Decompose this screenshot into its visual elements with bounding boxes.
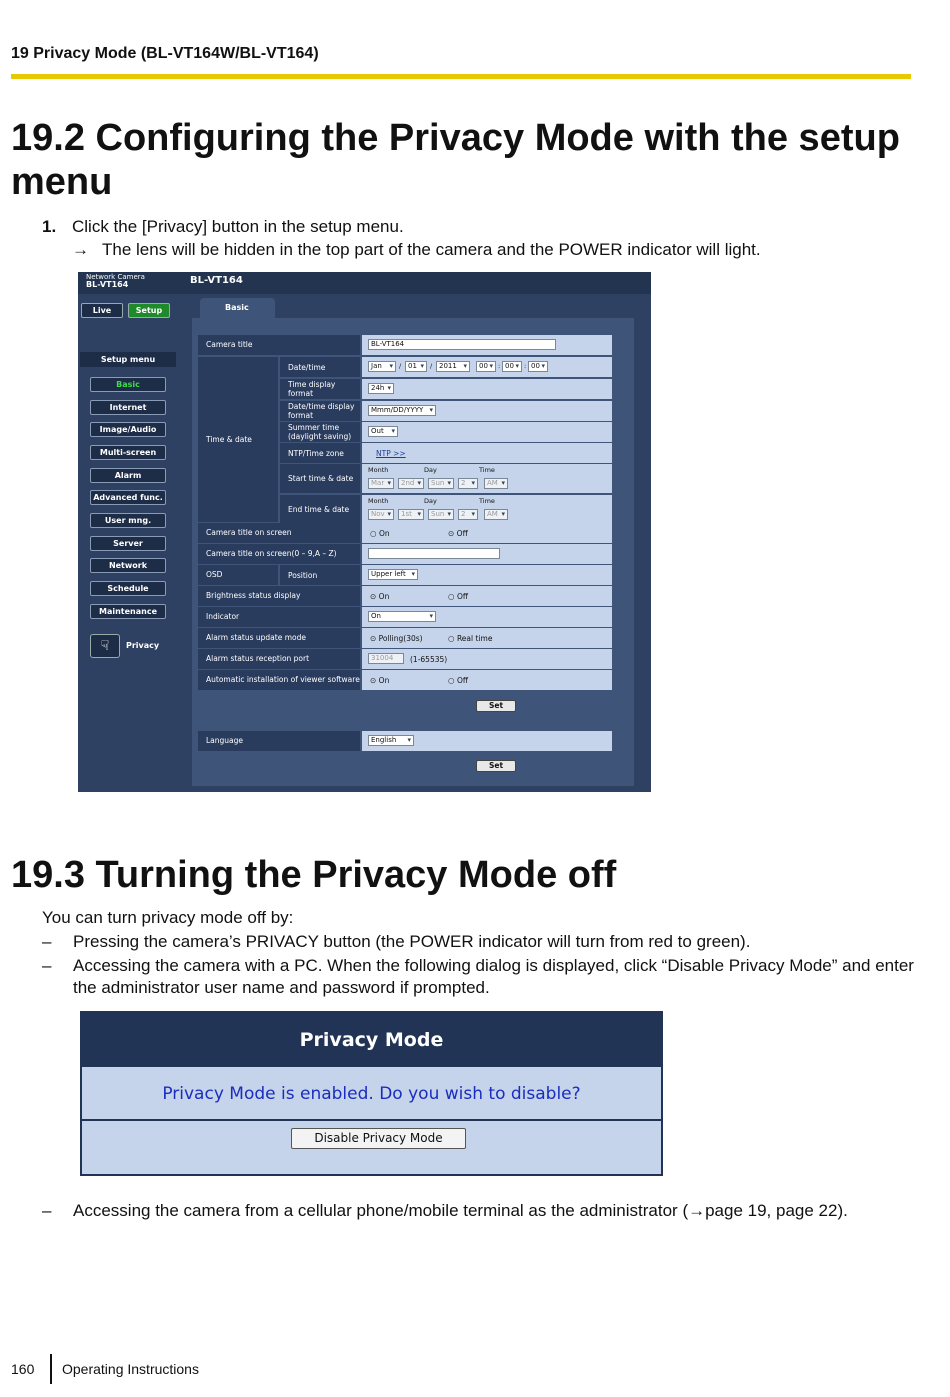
end-week-select[interactable]: 1st ▾ [398,509,424,520]
start-week-select[interactable]: 2nd ▾ [398,478,424,489]
auto-install-on-radio[interactable]: ⊙ On [370,676,390,685]
menu-user-mng-button[interactable]: User mng. [90,513,166,528]
row-indicator [198,607,612,627]
model-label-small: BL-VT164 [86,280,129,289]
model-label-big: BL-VT164 [190,275,243,286]
realtime-radio[interactable]: ○ Real time [448,634,493,643]
row-end-time [198,495,612,524]
bullet-dash: – [42,1201,52,1220]
date-slash: / [399,362,402,370]
menu-internet-button[interactable]: Internet [90,400,166,415]
off-label: Off [456,676,469,685]
summer-time-label-line2: (daylight saving) [288,432,352,441]
position-select[interactable]: Upper left ▾ [368,569,418,580]
set-button-1[interactable]: Set [476,700,516,712]
row-osd [198,565,612,585]
chapter-header: 19 Privacy Mode (BL-VT164W/BL-VT164) [11,45,319,62]
end-month-heading: Month [368,497,389,505]
time-format-label: Time display format [280,379,360,399]
brightness-on-radio[interactable]: ⊙ On [370,592,390,601]
ntp-link[interactable]: NTP >> [376,449,406,458]
date-format-label-line2: format [288,411,314,420]
start-weekday-select[interactable]: Sun ▾ [428,478,454,489]
realtime-label: Real time [456,634,493,643]
summer-time-label [280,422,360,442]
menu-server-button[interactable]: Server [90,536,166,551]
camera-title-input[interactable]: BL-VT164 [368,339,556,350]
step-1 [42,215,761,261]
start-month-select[interactable]: Mar ▾ [368,478,394,489]
end-ampm-select[interactable]: AM ▾ [484,509,508,520]
end-day-heading: Day [424,497,437,505]
end-month-select[interactable]: Nov ▾ [368,509,394,520]
menu-multi-screen-button[interactable]: Multi-screen [90,445,166,460]
setup-menu-heading: Setup menu [80,352,176,367]
off-label: Off [456,529,468,538]
on-label: On [378,592,390,601]
footer-divider [50,1354,52,1384]
alarm-mode-label: Alarm status update mode [198,628,360,648]
language-label: Language [198,731,360,751]
start-time-heading: Time [479,466,495,474]
bullet-dash: – [42,956,52,975]
row-start-time [198,464,612,493]
minute-select[interactable]: 00 ▾ [502,361,522,372]
footer-label: Operating Instructions [62,1361,199,1377]
bullet-text: Pressing the camera’s PRIVACY button (the POWER indicator will turn from red to green). [73,932,751,951]
month-select[interactable]: Jan ▾ [368,361,396,372]
alarm-port-range: (1-65535) [410,655,448,664]
menu-network-button[interactable]: Network [90,558,166,573]
menu-advanced-button[interactable]: Advanced func. [90,490,166,505]
row-alarm-port [198,649,612,669]
row-camera-title [198,335,612,355]
bullet-dash: – [42,932,52,951]
second-select[interactable]: 00 ▾ [528,361,548,372]
menu-schedule-button[interactable]: Schedule [90,581,166,596]
position-label: Position [280,565,360,585]
title-on-screen-label: Camera title on screen [198,523,360,543]
step-text: Click the [Privacy] button in the setup menu. [72,217,404,236]
osd-label: OSD [198,565,278,585]
title-on-screen-text-label: Camera title on screen(0 – 9,A – Z) [198,544,360,564]
row-title-on-screen-text [198,544,612,564]
menu-alarm-button[interactable]: Alarm [90,468,166,483]
set-button-2[interactable]: Set [476,760,516,772]
privacy-dialog [80,1011,663,1176]
title-on-screen-text-input[interactable] [368,548,500,559]
page-number: 160 [11,1361,35,1377]
live-button[interactable]: Live [81,303,123,318]
menu-basic-button[interactable]: Basic [90,377,166,392]
indicator-select[interactable]: On ▾ [368,611,436,622]
on-label: On [378,676,390,685]
brightness-label: Brightness status display [198,586,360,606]
end-weekday-select[interactable]: Sun ▾ [428,509,454,520]
section-19-2-title: 19.2 Configuring the Privacy Mode with the setup menu [11,117,900,203]
left-nav [78,272,180,792]
menu-maintenance-button[interactable]: Maintenance [90,604,166,619]
intro-text: You can turn privacy mode off by: [42,908,294,927]
row-summer-time [198,422,612,442]
content-area [180,294,651,792]
auto-install-off-radio[interactable]: ○ Off [448,676,469,685]
section-19-3-title: 19.3 Turning the Privacy Mode off [11,854,617,896]
dialog-message: Privacy Mode is enabled. Do you wish to disable? [82,1067,661,1121]
year-select[interactable]: 2011 ▾ [436,361,470,372]
bullet-text: Accessing the camera from a cellular phone/mobile terminal as the administrator (→page 19, page 22). [73,1201,848,1220]
alarm-port-label: Alarm status reception port [198,649,360,669]
title-on-screen-off-radio[interactable]: ⊙ Off [448,529,468,538]
dialog-title: Privacy Mode [82,1013,661,1067]
end-hour-select[interactable]: 2 ▾ [458,509,478,520]
date-slash: / [430,362,433,370]
auto-install-label: Automatic installation of viewer software [198,670,360,690]
polling-label: Polling(30s) [378,634,423,643]
hour-select[interactable]: 00 ▾ [476,361,496,372]
row-ntp [198,443,612,463]
start-hour-select[interactable]: 2 ▾ [458,478,478,489]
row-alarm-mode [198,628,612,648]
row-title-on-screen [198,523,612,543]
disable-privacy-button[interactable]: Disable Privacy Mode [291,1128,466,1149]
datetime-label: Date/time [280,357,360,377]
date-format-select[interactable]: Mmm/DD/YYYY ▾ [368,405,436,416]
row-brightness [198,586,612,606]
date-format-label [280,401,360,421]
polling-radio[interactable]: ⊙ Polling(30s) [370,634,423,643]
time-format-select[interactable]: 24h ▾ [368,383,394,394]
start-month-heading: Month [368,466,389,474]
ntp-label: NTP/Time zone [280,443,360,463]
start-time-label: Start time & date [280,464,360,493]
brand-label: Network Camera [86,273,145,281]
result-arrow: → [72,240,89,259]
row-date-format [198,401,612,421]
title-on-screen-on-radio[interactable]: ○ On [370,529,390,538]
privacy-button-label[interactable]: Privacy [126,641,160,650]
language-select[interactable]: English ▾ [368,735,414,746]
summer-time-select[interactable]: Out ▾ [368,426,398,437]
row-auto-install [198,670,612,690]
step-number: 1. [42,217,57,236]
off-label: Off [456,592,469,601]
date-format-label-line1: Date/time display [288,402,355,411]
privacy-icon[interactable]: ☟ [90,634,120,658]
row-datetime [198,357,612,377]
start-day-heading: Day [424,466,437,474]
day-select[interactable]: 01 ▾ [405,361,427,372]
row-time-format [198,379,612,399]
start-ampm-select[interactable]: AM ▾ [484,478,508,489]
bullet-privacy-button [42,931,914,953]
row-language [198,731,612,751]
bullet-text: Accessing the camera with a PC. When the following dialog is displayed, click “Disable Privacy Mode” and enter the administrator user name and password if prompted. [73,956,914,997]
setup-screenshot [78,272,651,792]
basic-tab[interactable]: Basic [200,298,275,318]
summer-time-label-line1: Summer time [288,423,340,432]
chapter-rule [11,74,911,79]
bullet-mobile-access [42,1200,914,1222]
time-colon: : [498,362,501,370]
time-date-label: Time & date [198,357,278,522]
time-colon: : [524,362,527,370]
indicator-label: Indicator [198,607,360,627]
setup-button[interactable]: Setup [128,303,170,318]
on-label: On [378,529,390,538]
step-result: The lens will be hidden in the top part of the camera and the POWER indicator will light. [102,240,761,259]
alarm-port-input[interactable]: 31004 [368,653,404,664]
menu-image-audio-button[interactable]: Image/Audio [90,422,166,437]
bullet-pc-access [42,955,914,999]
end-time-heading: Time [479,497,495,505]
top-bar [78,272,651,294]
camera-title-label: Camera title [198,335,360,355]
end-time-label: End time & date [280,495,360,524]
brightness-off-radio[interactable]: ○ Off [448,592,469,601]
